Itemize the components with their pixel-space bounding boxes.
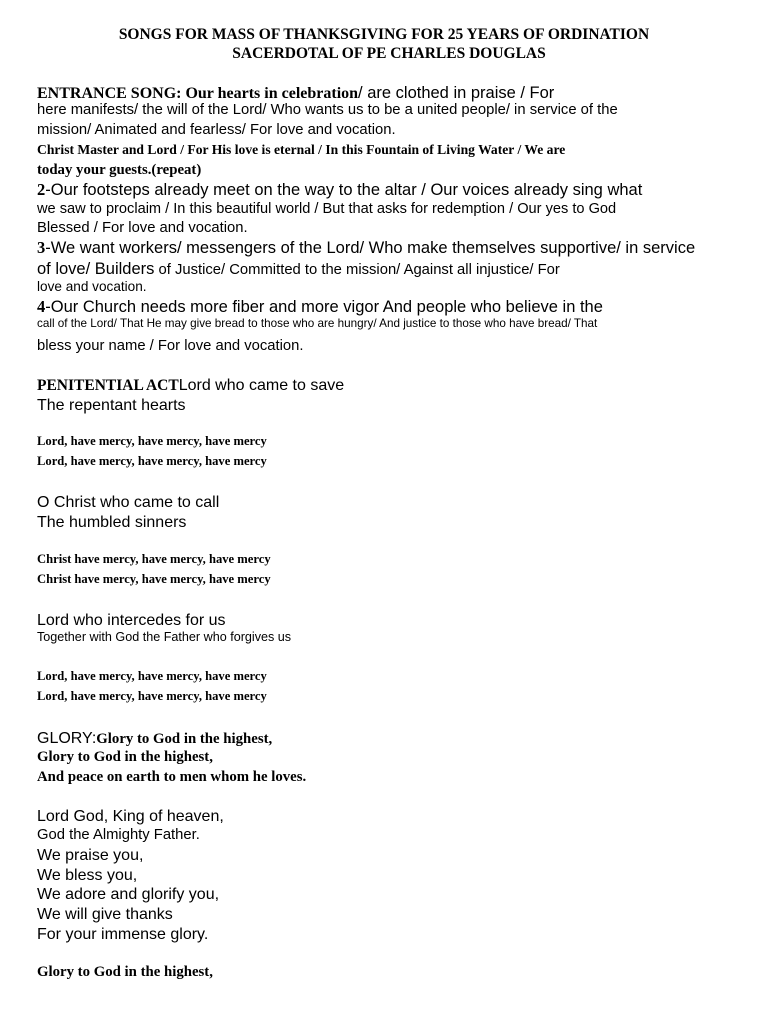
entrance-chorus-line-2: today your guests.(repeat) bbox=[37, 162, 202, 178]
entrance-line-2: here manifests/ the will of the Lord/ Who wants us to be a united people/ in service of the bbox=[37, 102, 618, 118]
verse-4-number: 4 bbox=[37, 297, 46, 316]
glory-line-1: GLORY:Glory to God in the highest, bbox=[37, 730, 273, 747]
entrance-line-1-rest: / are clothed in praise / For bbox=[358, 84, 555, 102]
penitential-line-5: Lord who intercedes for us bbox=[37, 612, 226, 629]
penitential-line-3: O Christ who came to call bbox=[37, 494, 220, 511]
lord-mercy-response-4: Lord, have mercy, have mercy, have mercy bbox=[37, 689, 267, 703]
page-title-line-2: SACERDOTAL OF PE CHARLES DOUGLAS bbox=[232, 45, 546, 62]
glory-line-6: We praise you, bbox=[37, 847, 144, 864]
glory-line-7: We bless you, bbox=[37, 867, 138, 884]
verse-3-number: 3 bbox=[37, 238, 46, 257]
page-title-line-1: SONGS FOR MASS OF THANKSGIVING FOR 25 YEARS OF ORDINATION bbox=[118, 26, 650, 43]
entrance-heading: ENTRANCE SONG: Our hearts in celebration bbox=[37, 85, 359, 102]
verse-2-line-3: Blessed / For love and vocation. bbox=[37, 220, 248, 236]
verse-3-line-2: of love/ Builders of Justice/ Committed to the mission/ Against all injustice/ For bbox=[37, 260, 560, 278]
glory-line-4: Lord God, King of heaven, bbox=[37, 808, 224, 825]
lord-mercy-response-1: Lord, have mercy, have mercy, have mercy bbox=[37, 434, 267, 448]
verse-4-line-1: 4-Our Church needs more fiber and more vigor And people who believe in the bbox=[37, 297, 603, 316]
glory-line-5: God the Almighty Father. bbox=[37, 827, 200, 843]
glory-line-2: Glory to God in the highest, bbox=[37, 749, 213, 765]
christ-mercy-response-2: Christ have mercy, have mercy, have mercy bbox=[37, 572, 271, 586]
glory-line-3: And peace on earth to men whom he loves. bbox=[37, 769, 307, 785]
glory-line-8: We adore and glorify you, bbox=[37, 886, 220, 903]
lord-mercy-response-3: Lord, have mercy, have mercy, have mercy bbox=[37, 669, 267, 683]
verse-2-line-1: 2-Our footsteps already meet on the way to the altar / Our voices already sing what bbox=[37, 180, 643, 199]
penitential-line-4: The humbled sinners bbox=[37, 514, 187, 531]
penitential-line-1: PENITENTIAL ACTLord who came to save bbox=[37, 377, 345, 394]
verse-4-line-2: call of the Lord/ That He may give bread to those who are hungry/ And justice to those who have bread/ That bbox=[37, 317, 598, 330]
entrance-line-3: mission/ Animated and fearless/ For love and vocation. bbox=[37, 122, 396, 138]
glory-line-11: Glory to God in the highest, bbox=[37, 964, 213, 980]
lord-mercy-response-2: Lord, have mercy, have mercy, have mercy bbox=[37, 454, 267, 468]
entrance-chorus-line-1: Christ Master and Lord / For His love is eternal / In this Fountain of Living Water / We are bbox=[37, 142, 566, 157]
christ-mercy-response-1: Christ have mercy, have mercy, have mercy bbox=[37, 552, 271, 566]
verse-2-number: 2 bbox=[37, 180, 46, 199]
glory-line-9: We will give thanks bbox=[37, 906, 173, 923]
penitential-heading: PENITENTIAL ACT bbox=[37, 377, 179, 394]
glory-line-10: For your immense glory. bbox=[37, 926, 209, 943]
penitential-line-2: The repentant hearts bbox=[37, 397, 186, 414]
verse-4-line-3: bless your name / For love and vocation. bbox=[37, 338, 304, 354]
penitential-line-6: Together with God the Father who forgives us bbox=[37, 630, 292, 644]
entrance-line-1 bbox=[37, 85, 554, 102]
verse-2-line-2: we saw to proclaim / In this beautiful world / But that asks for redemption / Our yes to God bbox=[37, 201, 617, 217]
verse-3-line-1: 3-We want workers/ messengers of the Lord/ Who make themselves supportive/ in service bbox=[37, 238, 696, 257]
glory-heading: GLORY: bbox=[37, 730, 97, 747]
verse-3-line-3: love and vocation. bbox=[37, 279, 147, 294]
